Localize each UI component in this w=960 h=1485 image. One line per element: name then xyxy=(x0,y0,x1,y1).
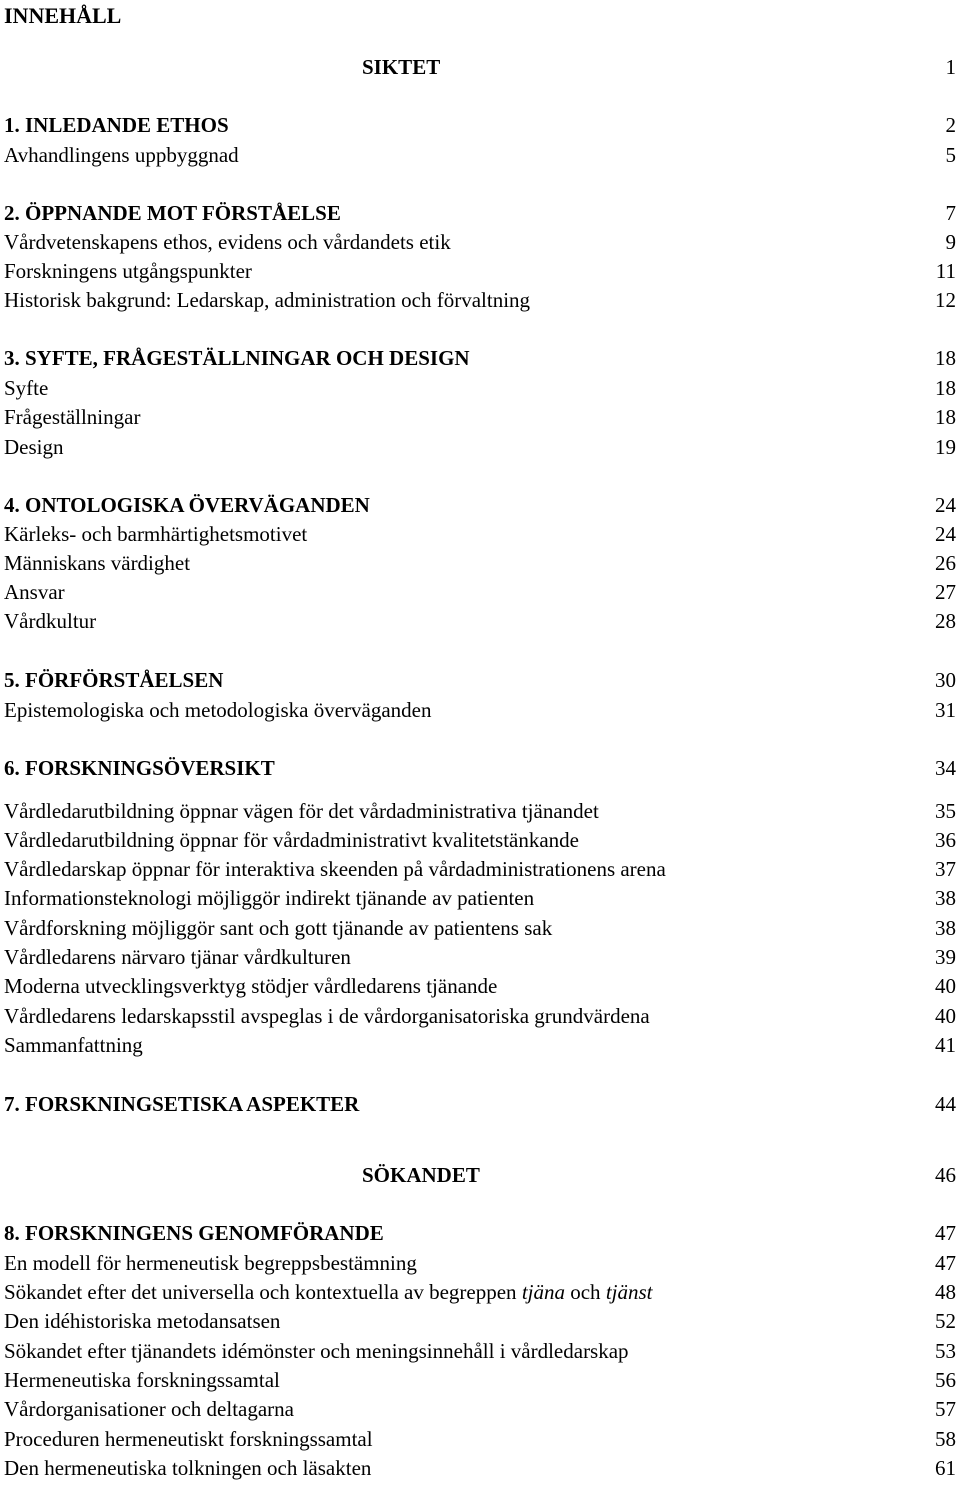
page-number: 40 xyxy=(935,1004,956,1028)
page-number: 30 xyxy=(935,668,956,692)
entry-label: Design xyxy=(4,435,64,459)
page-number: 58 xyxy=(935,1427,956,1451)
toc-entry[interactable] xyxy=(4,855,956,883)
entry-label: Vårdledarutbildning öppnar för vårdadministrativt kvalitetstänkande xyxy=(4,828,579,852)
toc-entry[interactable] xyxy=(4,1337,956,1365)
page-number: 5 xyxy=(945,143,956,167)
entry-label: Vårdforskning möjliggör sant och gott tjänande av patientens sak xyxy=(4,916,553,940)
toc-entry[interactable] xyxy=(4,1395,956,1423)
entry-label: Forskningens utgångspunkter xyxy=(4,259,252,283)
entry-label: Informationsteknologi möjliggör indirekt tjänande av patienten xyxy=(4,886,535,910)
entry-label: Kärleks- och barmhärtighetsmotivet xyxy=(4,522,308,546)
toc-chapter-7[interactable] xyxy=(4,1090,956,1118)
entry-label: Vårdledarens ledarskapsstil avspeglas i de vårdorganisatoriska grundvärdena xyxy=(4,1004,650,1028)
page-number: 37 xyxy=(935,857,956,881)
page-number: 36 xyxy=(935,828,956,852)
entry-label: Sökandet efter tjänandets idémönster och meningsinnehåll i vårdledarskap xyxy=(4,1339,629,1363)
toc-entry[interactable] xyxy=(4,696,956,724)
entry-label: En modell för hermeneutisk begreppsbestämning xyxy=(4,1251,417,1275)
entry-label-part: och xyxy=(564,1280,606,1304)
toc-entry[interactable] xyxy=(4,1454,956,1482)
toc-entry[interactable] xyxy=(4,972,956,1000)
page-number: 7 xyxy=(945,201,956,225)
page-number: 56 xyxy=(935,1368,956,1392)
toc-entry[interactable] xyxy=(4,549,956,577)
toc-entry[interactable] xyxy=(4,520,956,548)
toc-entry[interactable] xyxy=(4,433,956,461)
page-title: INNEHÅLL xyxy=(4,3,122,28)
page-number: 24 xyxy=(935,493,956,517)
toc-chapter-1[interactable] xyxy=(4,111,956,139)
entry-label: Sammanfattning xyxy=(4,1033,143,1057)
toc-entry[interactable] xyxy=(4,141,956,169)
entry-label-part: Sökandet efter det universella och kontextuella av begreppen xyxy=(4,1280,522,1304)
entry-label: Människans värdighet xyxy=(4,551,191,575)
page-number: 57 xyxy=(935,1397,956,1421)
part-label: SIKTET xyxy=(362,55,441,79)
toc-entry[interactable] xyxy=(4,578,956,606)
toc-entry[interactable] xyxy=(4,1425,956,1453)
page-number: 18 xyxy=(935,405,956,429)
entry-label: Epistemologiska och metodologiska överväganden xyxy=(4,698,432,722)
entry-label: Frågeställningar xyxy=(4,405,141,429)
page-number: 2 xyxy=(945,113,956,137)
part-label: SÖKANDET xyxy=(362,1163,480,1187)
page-number: 44 xyxy=(935,1092,956,1116)
toc-entry[interactable] xyxy=(4,1307,956,1335)
toc-entry[interactable] xyxy=(4,1031,956,1059)
emphasis-term: tjänst xyxy=(605,1280,653,1304)
toc-part-sokandet[interactable] xyxy=(4,1161,956,1189)
page-number: 18 xyxy=(935,346,956,370)
page-number: 27 xyxy=(935,580,956,604)
page-number: 19 xyxy=(935,435,956,459)
page-number: 12 xyxy=(935,288,956,312)
page-number: 18 xyxy=(935,376,956,400)
page-number: 38 xyxy=(935,886,956,910)
entry-label: 6. FORSKNINGSÖVERSIKT xyxy=(4,756,275,780)
page-number: 40 xyxy=(935,974,956,998)
entry-label: Den idéhistoriska metodansatsen xyxy=(4,1309,281,1333)
toc-chapter-3[interactable] xyxy=(4,344,956,372)
toc-entry[interactable] xyxy=(4,1002,956,1030)
toc-entry[interactable] xyxy=(4,1249,956,1277)
entry-label: Vårdledarens närvaro tjänar vårdkulturen xyxy=(4,945,351,969)
page-number: 39 xyxy=(935,945,956,969)
entry-label: Vårdledarutbildning öppnar vägen för det vårdadministrativa tjänandet xyxy=(4,799,599,823)
toc-entry[interactable] xyxy=(4,403,956,431)
toc-chapter-6[interactable] xyxy=(4,754,956,782)
page-number: 11 xyxy=(935,259,956,283)
entry-label: Vårdkultur xyxy=(4,609,97,633)
entry-label: Moderna utvecklingsverktyg stödjer vårdledarens tjänande xyxy=(4,974,498,998)
page-number: 35 xyxy=(935,799,956,823)
page-number: 41 xyxy=(935,1033,956,1057)
entry-label: Hermeneutiska forskningssamtal xyxy=(4,1368,280,1392)
page-number: 28 xyxy=(935,609,956,633)
entry-label: 5. FÖRFÖRSTÅELSEN xyxy=(4,668,224,692)
page-number: 1 xyxy=(945,55,956,79)
entry-label: Syfte xyxy=(4,376,49,400)
entry-label: 8. FORSKNINGENS GENOMFÖRANDE xyxy=(4,1221,384,1245)
page-number: 24 xyxy=(935,522,956,546)
toc-entry[interactable] xyxy=(4,826,956,854)
page-number: 31 xyxy=(935,698,956,722)
toc-entry[interactable] xyxy=(4,1366,956,1394)
entry-label: Ansvar xyxy=(4,580,65,604)
toc-entry[interactable] xyxy=(4,1278,956,1306)
entry-label: Vårdvetenskapens ethos, evidens och vårdandets etik xyxy=(4,230,451,254)
toc-entry[interactable] xyxy=(4,797,956,825)
entry-label: 2. ÖPPNANDE MOT FÖRSTÅELSE xyxy=(4,201,341,225)
toc-entry[interactable] xyxy=(4,914,956,942)
entry-label: Historisk bakgrund: Ledarskap, administration och förvaltning xyxy=(4,288,531,312)
toc-entry[interactable] xyxy=(4,257,956,285)
page-number: 47 xyxy=(935,1251,956,1275)
emphasis-term: tjäna xyxy=(521,1280,565,1304)
page-number: 38 xyxy=(935,916,956,940)
toc-entry[interactable] xyxy=(4,374,956,402)
entry-label: Proceduren hermeneutiskt forskningssamtal xyxy=(4,1427,373,1451)
toc-part-siktet[interactable] xyxy=(4,53,956,81)
entry-label: Vårdledarskap öppnar för interaktiva skeenden på vårdadministrationens arena xyxy=(4,857,666,881)
toc-chapter-4[interactable] xyxy=(4,491,956,519)
toc-entry[interactable] xyxy=(4,884,956,912)
entry-label: 1. INLEDANDE ETHOS xyxy=(4,113,229,137)
page-number: 46 xyxy=(935,1163,956,1187)
entry-label: 7. FORSKNINGSETISKA ASPEKTER xyxy=(4,1092,360,1116)
entry-label: 3. SYFTE, FRÅGESTÄLLNINGAR OCH DESIGN xyxy=(4,346,470,370)
entry-label: Vårdorganisationer och deltagarna xyxy=(4,1397,294,1421)
toc-chapter-2[interactable] xyxy=(4,199,956,227)
page-number: 61 xyxy=(935,1456,956,1480)
page-number: 9 xyxy=(945,230,956,254)
toc-entry[interactable] xyxy=(4,228,956,256)
page-number: 26 xyxy=(935,551,956,575)
page-number: 48 xyxy=(935,1280,956,1304)
entry-label xyxy=(4,1278,653,1306)
toc-chapter-5[interactable] xyxy=(4,666,956,694)
page-number: 47 xyxy=(935,1221,956,1245)
entry-label: Den hermeneutiska tolkningen och läsakten xyxy=(4,1456,372,1480)
toc-entry[interactable] xyxy=(4,943,956,971)
toc-entry[interactable] xyxy=(4,607,956,635)
page-number: 53 xyxy=(935,1339,956,1363)
page-number: 52 xyxy=(935,1309,956,1333)
entry-label: Avhandlingens uppbyggnad xyxy=(4,143,239,167)
toc-entry[interactable] xyxy=(4,286,956,314)
toc-chapter-8[interactable] xyxy=(4,1219,956,1247)
entry-label: 4. ONTOLOGISKA ÖVERVÄGANDEN xyxy=(4,493,370,517)
page-number: 34 xyxy=(935,756,956,780)
